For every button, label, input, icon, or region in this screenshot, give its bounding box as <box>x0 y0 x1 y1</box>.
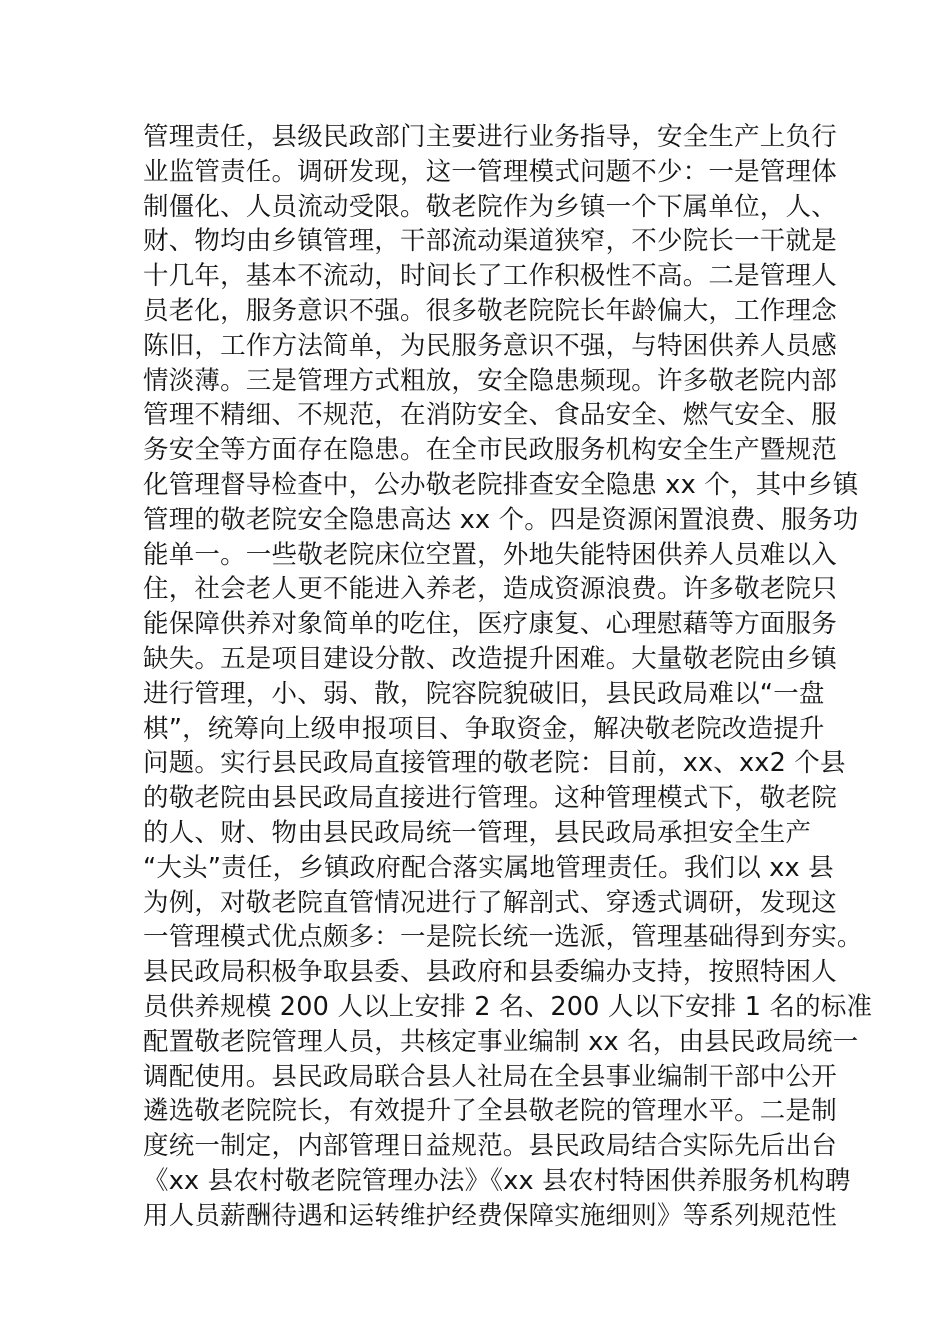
text-line: 情淡薄。三是管理方式粗放，安全隐患频现。许多敬老院内部 <box>143 365 837 396</box>
text-line: 调配使用。县民政局联合县人社局在全县事业编制干部中公开 <box>143 1061 837 1092</box>
text-line: 棋”，统筹向上级申报项目、争取资金，解决敬老院改造提升 <box>143 713 825 744</box>
body-text <box>143 120 873 1234</box>
text-line: 的人、财、物由县民政局统一管理，县民政局承担安全生产 <box>143 817 812 848</box>
text-line: 十几年，基本不流动，时间长了工作积极性不高。二是管理人 <box>143 261 837 292</box>
text-line: 管理责任，县级民政部门主要进行业务指导，安全生产上负行 <box>143 122 837 152</box>
text-line: 问题。实行县民政局直接管理的敬老院：目前，xx、xx2 个县 <box>143 748 846 779</box>
text-line: 能单一。一些敬老院床位空置，外地失能特困供养人员难以入 <box>143 539 837 570</box>
text-line: 制僵化、人员流动受限。敬老院作为乡镇一个下属单位，人、 <box>143 191 837 222</box>
text-line: 度统一制定，内部管理日益规范。县民政局结合实际先后出台 <box>143 1131 837 1162</box>
text-line: 务安全等方面存在隐患。在全市民政服务机构安全生产暨规范 <box>143 435 837 466</box>
text-line: 缺失。五是项目建设分散、改造提升困难。大量敬老院由乡镇 <box>143 643 837 674</box>
text-line: 为例，对敬老院直管情况进行了解剖式、穿透式调研，发现这 <box>143 887 837 918</box>
text-line: 能保障供养对象简单的吃住，医疗康复、心理慰藉等方面服务 <box>143 609 837 640</box>
text-line: “大头”责任，乡镇政府配合落实属地管理责任。我们以 xx 县 <box>143 852 834 883</box>
text-line: 用人员薪酬待遇和运转维护经费保障实施细则》等系列规范性 <box>143 1200 837 1231</box>
text-line: 进行管理，小、弱、散，院容院貌破旧，县民政局难以“一盘 <box>143 678 825 709</box>
text-line: 化管理督导检查中，公办敬老院排查安全隐患 xx 个，其中乡镇 <box>143 469 859 500</box>
text-line: 一管理模式优点颇多：一是院长统一选派，管理基础得到夯实。 <box>143 922 863 953</box>
text-line: 员老化，服务意识不强。很多敬老院院长年龄偏大，工作理念 <box>143 295 837 326</box>
text-line: 遴选敬老院院长，有效提升了全县敬老院的管理水平。二是制 <box>143 1096 837 1127</box>
text-line: 业监管责任。调研发现，这一管理模式问题不少：一是管理体 <box>143 156 837 187</box>
text-line: 县民政局积极争取县委、县政府和县委编办支持，按照特困人 <box>143 957 837 988</box>
text-line: 管理不精细、不规范，在消防安全、食品安全、燃气安全、服 <box>143 400 837 431</box>
text-line: 管理的敬老院安全隐患高达 xx 个。四是资源闲置浪费、服务功 <box>143 504 859 535</box>
text-line: 员供养规模 200 人以上安排 2 名、200 人以下安排 1 名的标准 <box>143 991 873 1022</box>
text-line: 的敬老院由县民政局直接进行管理。这种管理模式下，敬老院 <box>143 783 837 814</box>
text-line: 陈旧，工作方法简单，为民服务意识不强，与特困供养人员感 <box>143 330 837 361</box>
text-line: 财、物均由乡镇管理，干部流动渠道狭窄，不少院长一干就是 <box>143 226 837 257</box>
text-line: 住，社会老人更不能进入养老，造成资源浪费。许多敬老院只 <box>143 574 837 605</box>
text-line: 配置敬老院管理人员，共核定事业编制 xx 名，由县民政局统一 <box>143 1026 859 1057</box>
text-line: 《xx 县农村敬老院管理办法》《xx 县农村特困供养服务机构聘 <box>143 1165 851 1196</box>
